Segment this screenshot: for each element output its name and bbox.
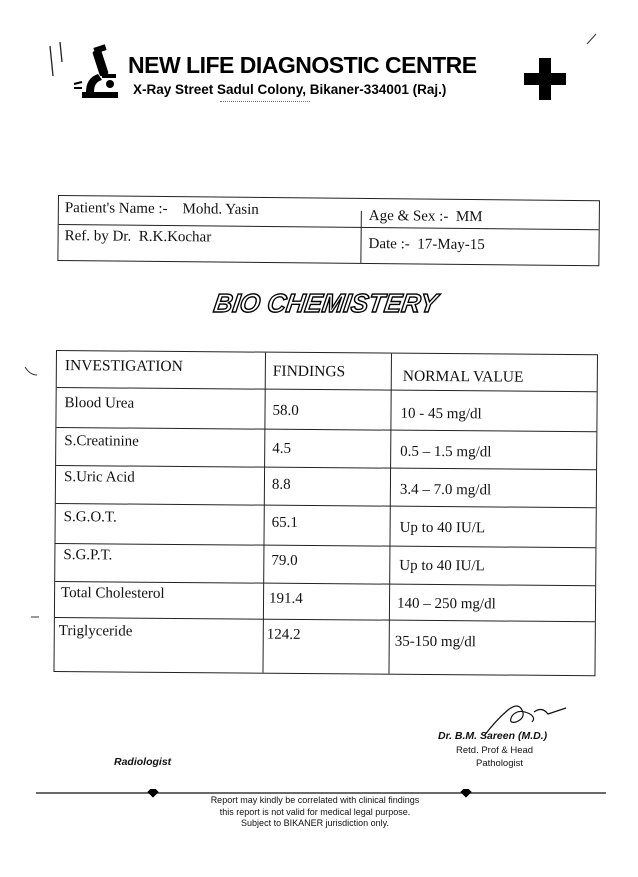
medical-cross-icon <box>522 56 568 102</box>
table-cell-test: S.G.O.T. <box>63 509 117 526</box>
lab-name: NEW LIFE DIAGNOSTIC CENTRE <box>128 52 477 78</box>
report-date <box>368 236 484 254</box>
date-label: Date :- <box>368 235 410 253</box>
table-cell-test: S.G.P.T. <box>63 547 113 564</box>
table-row-divider <box>57 387 597 392</box>
table-cell-finding: 79.0 <box>271 552 298 569</box>
table-cell-finding: 58.0 <box>272 402 299 419</box>
doctor-role: Pathologist <box>476 758 524 769</box>
table-cell-finding: 191.4 <box>268 590 303 607</box>
column-header-investigation: INVESTIGATION <box>64 357 183 375</box>
table-cell-test: Triglyceride <box>58 623 133 640</box>
table-row-divider <box>56 503 596 508</box>
table-row-divider <box>55 543 595 548</box>
table-row-divider <box>56 427 596 432</box>
referred-by-label: Ref. by Dr. <box>64 228 132 245</box>
patient-name-label: Patient's Name :- <box>64 200 168 218</box>
table-cell-finding: 8.8 <box>271 476 291 493</box>
table-cell-normal: Up to 40 IU/L <box>399 557 485 575</box>
referred-by <box>65 228 212 246</box>
table-row-divider <box>55 617 595 622</box>
radiologist-label: Radiologist <box>114 756 172 768</box>
microscope-icon <box>72 44 124 100</box>
footer-disclaimer <box>150 795 480 830</box>
lab-address: X-Ray Street Sadul Colony, Bikaner-334001 (Raj.) <box>133 82 447 97</box>
stray-mark-top-right <box>585 32 599 51</box>
stray-mark-top-left <box>46 40 72 85</box>
footer-line-2: this report is not valid for medical legal purpose. <box>219 806 411 817</box>
table-cell-normal: 140 – 250 mg/dl <box>396 595 496 613</box>
doctor-name: Dr. B.M. Sareen (M.D.) <box>438 730 548 742</box>
column-header-findings: FINDINGS <box>272 362 346 381</box>
age-sex-label: Age & Sex :- <box>368 207 449 225</box>
table-cell-test: Blood Urea <box>64 395 135 412</box>
stray-mark-left <box>24 364 38 382</box>
table-cell-test: S.Uric Acid <box>63 469 135 486</box>
age-sex <box>369 208 483 226</box>
table-cell-finding: 4.5 <box>272 440 292 457</box>
results-table <box>53 350 598 676</box>
footer-line-3: Subject to BIKANER jurisdiction only. <box>241 818 389 828</box>
table-col-divider <box>388 354 392 674</box>
referred-by-value: R.K.Kochar <box>138 228 212 246</box>
patient-box-divider-v <box>360 211 361 263</box>
table-cell-finding: 65.1 <box>271 514 298 531</box>
age-sex-value: MM <box>455 208 483 226</box>
table-cell-normal: 3.4 – 7.0 mg/dl <box>399 481 492 499</box>
doctor-title: Retd. Prof & Head <box>456 745 534 756</box>
header-underline <box>220 101 310 102</box>
table-cell-normal: 0.5 – 1.5 mg/dl <box>400 443 492 461</box>
table-cell-test: S.Creatinine <box>64 433 139 450</box>
date-value: 17-May-15 <box>417 236 485 254</box>
stray-mark-left-2 <box>30 606 40 624</box>
table-row-divider <box>56 465 596 470</box>
table-cell-normal: Up to 40 IU/L <box>399 519 486 537</box>
patient-info-box <box>57 195 600 266</box>
table-cell-finding: 124.2 <box>266 626 301 643</box>
table-cell-normal: 35-150 mg/dl <box>394 633 477 651</box>
section-title: BIO CHEMISTERY <box>211 288 440 318</box>
column-header-normal-value: NORMAL VALUE <box>402 367 524 386</box>
patient-name <box>65 200 259 219</box>
table-cell-test: Total Cholesterol <box>61 585 165 602</box>
patient-name-value: Mohd. Yasin <box>182 201 259 218</box>
footer-line-1: Report may kindly be correlated with clinical findings <box>210 795 420 805</box>
table-col-divider <box>262 353 266 673</box>
table-cell-normal: 10 - 45 mg/dl <box>400 405 482 423</box>
